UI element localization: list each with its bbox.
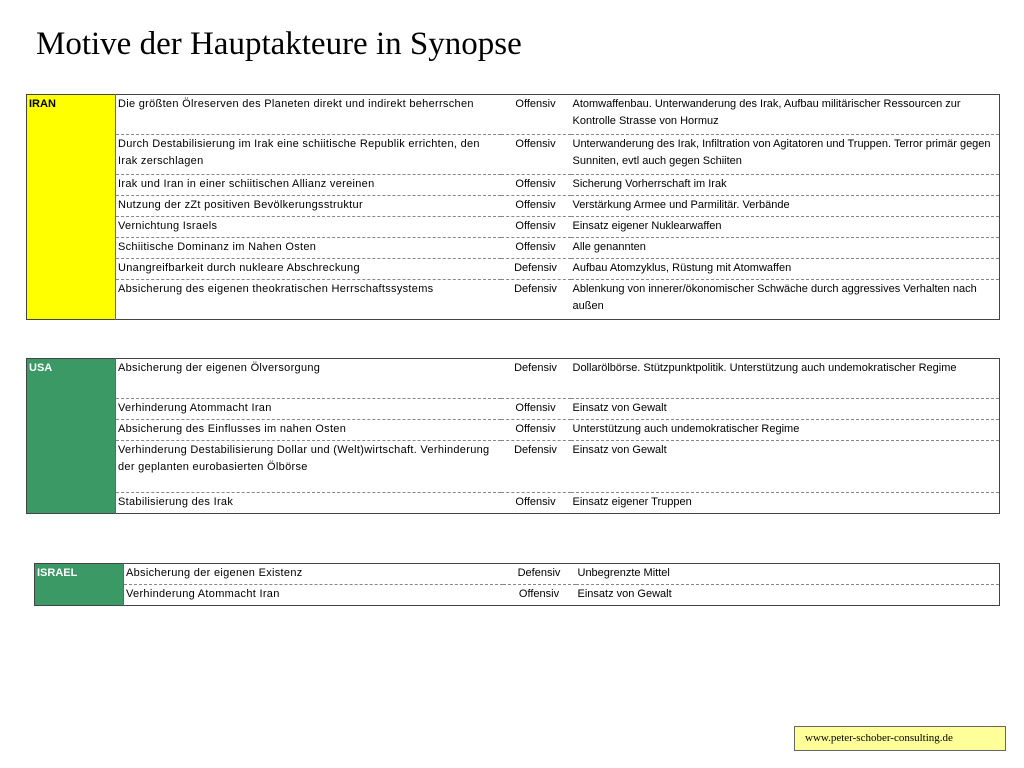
means-cell: Verstärkung Armee und Parmilitär. Verbände (571, 196, 1000, 217)
motive-cell: Vernichtung Israels (116, 217, 501, 238)
type-cell: Offensiv (515, 496, 556, 508)
means-cell: Aufbau Atomzyklus, Rüstung mit Atomwaffen (571, 259, 1000, 280)
iran-table (26, 94, 1000, 320)
type-cell: Defensiv (501, 359, 571, 399)
means-cell: Alle genannten (571, 238, 1000, 259)
motive-cell: Verhinderung Atommacht Iran (126, 588, 280, 600)
page-title: Motive der Hauptakteure in Synopse (36, 26, 522, 62)
footer-url: www.peter-schober-consulting.de (794, 726, 1006, 751)
means-cell: Einsatz eigener Truppen (572, 496, 692, 508)
type-cell: Defensiv (501, 441, 571, 493)
type-cell: Defensiv (514, 283, 557, 295)
table-row (27, 399, 1000, 420)
means-cell: Ablenkung von innerer/ökonomischer Schwäche durch aggressives Verhalten nach außen (572, 283, 977, 312)
type-cell: Offensiv (501, 217, 571, 238)
table-row (27, 493, 1000, 514)
type-cell: Offensiv (501, 420, 571, 441)
motive-cell: Absicherung des Einflusses im nahen Osten (116, 420, 501, 441)
type-cell: Offensiv (501, 399, 571, 420)
motive-cell: Verhinderung Destabilisierung Dollar und (Welt)wirtschaft. Verhinderung der geplanten eurobasierten Ölbörse (116, 441, 501, 493)
table-row (27, 217, 1000, 238)
motive-cell: Absicherung der eigenen Existenz (124, 564, 503, 585)
type-cell: Offensiv (518, 588, 560, 600)
usa-table (26, 358, 1000, 514)
means-cell: Atomwaffenbau. Unterwanderung des Irak, Aufbau militärischer Ressourcen zur Kontrolle Strasse von Hormuz (571, 95, 1000, 135)
table-row (27, 259, 1000, 280)
means-cell: Unbegrenzte Mittel (576, 564, 1000, 585)
type-cell: Offensiv (501, 175, 571, 196)
means-cell: Unterstützung auch undemokratischer Regime (571, 420, 1000, 441)
means-cell: Dollarölbörse. Stützpunktpolitik. Unterstützung auch undemokratischer Regime (571, 359, 1000, 399)
motive-cell: Stabilisierung des Irak (118, 496, 234, 508)
motive-cell: Absicherung der eigenen Ölversorgung (116, 359, 501, 399)
type-cell: Defensiv (503, 564, 576, 585)
table-row (27, 441, 1000, 493)
actor-cell-usa: USA (27, 359, 116, 514)
motive-cell: Die größten Ölreserven des Planeten direkt und indirekt beherrschen (116, 95, 501, 135)
motive-cell: Nutzung der zZt positiven Bevölkerungsstruktur (116, 196, 501, 217)
type-cell: Offensiv (501, 238, 571, 259)
israel-table (34, 563, 1000, 606)
table-row (27, 95, 1000, 135)
means-cell: Einsatz von Gewalt (571, 441, 1000, 493)
means-cell: Einsatz eigener Nuklearwaffen (571, 217, 1000, 238)
motive-cell: Irak und Iran in einer schiitischen Allianz vereinen (116, 175, 501, 196)
table-row (27, 280, 1000, 320)
table-row (27, 135, 1000, 175)
means-cell: Sicherung Vorherrschaft im Irak (571, 175, 1000, 196)
means-cell: Einsatz von Gewalt (577, 588, 672, 600)
motive-cell: Absicherung des eigenen theokratischen Herrschaftssystems (118, 283, 434, 295)
actor-cell-israel: ISRAEL (35, 564, 124, 606)
type-cell: Offensiv (501, 95, 571, 135)
type-cell: Defensiv (501, 259, 571, 280)
table-row (27, 359, 1000, 399)
table-row (27, 175, 1000, 196)
means-cell: Einsatz von Gewalt (571, 399, 1000, 420)
type-cell: Offensiv (501, 135, 571, 175)
motive-cell: Schiitische Dominanz im Nahen Osten (116, 238, 501, 259)
table-row (27, 238, 1000, 259)
motive-cell: Durch Destabilisierung im Irak eine schiitische Republik errichten, den Irak zerschlagen (116, 135, 501, 175)
table-row (35, 564, 1000, 585)
table-row (35, 585, 1000, 606)
motive-cell: Unangreifbarkeit durch nukleare Abschreckung (116, 259, 501, 280)
table-row (27, 196, 1000, 217)
type-cell: Offensiv (501, 196, 571, 217)
motive-cell: Verhinderung Atommacht Iran (116, 399, 501, 420)
actor-cell-iran: IRAN (27, 95, 116, 320)
means-cell: Unterwanderung des Irak, Infiltration von Agitatoren und Truppen. Terror primär gegen Sunniten, evtl auch gegen Schiiten (571, 135, 1000, 175)
table-row (27, 420, 1000, 441)
